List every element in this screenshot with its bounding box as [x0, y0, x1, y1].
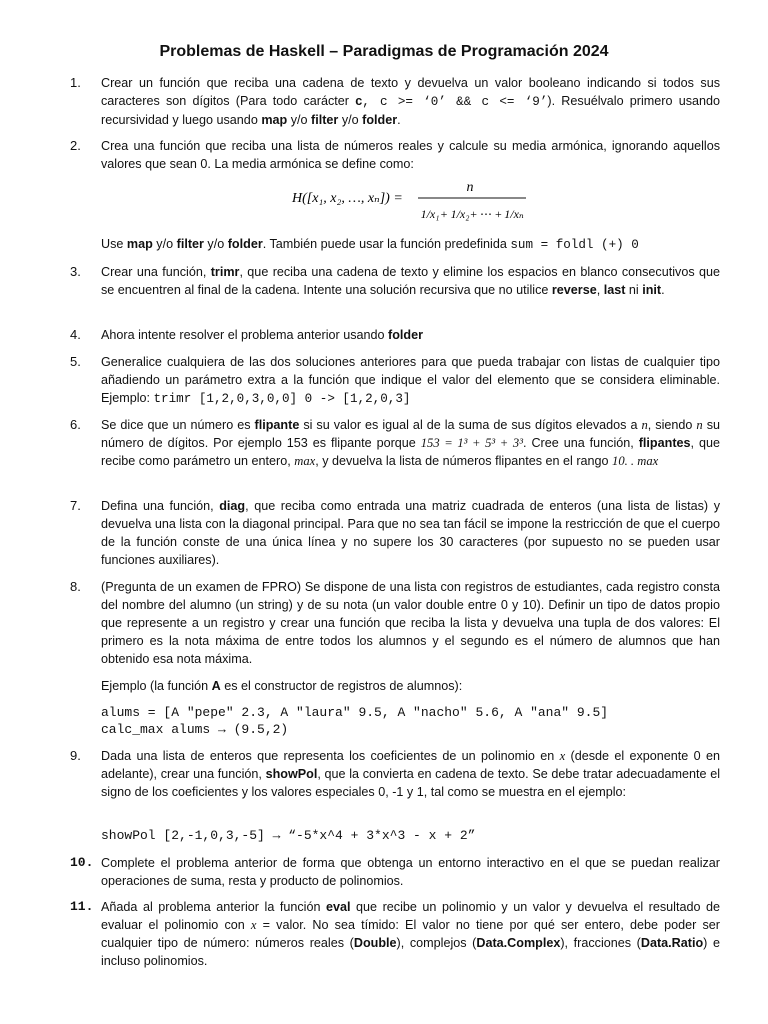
- harmonic-mean-formula: [290, 176, 540, 232]
- problem-number: 9.: [70, 748, 81, 763]
- problem-number: 7.: [70, 498, 81, 513]
- problem-text: Dada una lista de enteros que representa los coeficientes de un polinomio en x (desde el exponente 0 en adelante), crear una función, showPol, que la convierta en cadena de texto. Se debe tratar adecuadamente el signo de los coeficientes y los valores especiales 0, -1 y 1, tal como se muestra en el ejemplo:: [101, 749, 721, 799]
- problem-2-use-line: Use map y/o filter y/o folder. También puede usar la función predefinida sum = foldl (+) 0: [101, 237, 639, 252]
- denominator-operator: +: [440, 207, 448, 221]
- inline-code: , c >= ‘0’ && c <= ‘9’: [362, 95, 548, 109]
- problem-text: Se dice que un número es flipante si su valor es igual al de la suma de sus dígitos elevados a n, siendo n su número de dígitos. Por ejemplo 153 es flipante porque 153 = 1³ + 5³ + 3³. Cree una función, flipantes, que recibe como parámetro un entero, max, y devuelva la lista de números flipantes en el rango 10. . max: [101, 418, 721, 468]
- code-line: calc_max alums → (9.5,2): [101, 722, 289, 737]
- denominator-operator: + ⋯ +: [470, 207, 502, 221]
- problem-text: Crea una función que reciba una lista de números reales y calcule su media armónica, ignorando aquellos valores que sean 0. La media armónica se define como:: [101, 139, 720, 171]
- problem-number: 4.: [70, 327, 81, 342]
- math-equation: 153 = 1³ + 5³ + 3³: [420, 436, 523, 450]
- problem-number: 1.: [70, 75, 81, 90]
- page-title: Problemas de Haskell – Paradigmas de Programación 2024: [159, 43, 609, 60]
- inline-code: sum = foldl (+) 0: [510, 238, 639, 252]
- problem-number: 6.: [70, 417, 81, 432]
- problem-number: 8.: [70, 579, 81, 594]
- problem-number: 11.: [70, 899, 94, 914]
- inline-code: trimr [1,2,0,3,0,0] 0 -> [1,2,0,3]: [153, 392, 411, 406]
- denominator-term: 1/x₁: [420, 207, 440, 221]
- problem-number: 3.: [70, 264, 81, 279]
- problem-text: Generalice cualquiera de las dos soluciones anteriores para que pueda trabajar con listas de cualquier tipo añadiendo un parámetro extra a la función que indique el valor del elemento que se considera eliminable. Ejemplo: trimr [1,2,0,3,0,0] 0 -> [1,2,0,3]: [101, 355, 720, 406]
- code-line: alums = [A "pepe" 2.3, A "laura" 9.5, A "nacho" 5.6, A "ana" 9.5]: [101, 705, 609, 720]
- problem-text: Ahora intente resolver el problema anterior usando folder: [101, 328, 424, 342]
- problem-number: 10.: [70, 855, 94, 870]
- problem-text: Añada al problema anterior la función eval que recibe un polinomio y un valor y devuelva el resultado de evaluar el polinomio con x = valor. No sea tímido: El valor no tiene por qué ser entero, debe poder ser cualquier tipo de número: números reales (Double), complejos (Data.Complex), fracciones (Data.Ratio) e incluso polinomios.: [101, 900, 721, 968]
- problem-number: 2.: [70, 138, 81, 153]
- denominator-term: 1/x₂: [450, 207, 470, 221]
- problem-text: Crear una función, trimr, que reciba una cadena de texto y elimine los espacios en blanco consecutivos que se encuentren al final de la cadena. Intente una solución recursiva que no utilice reverse, last ni init.: [101, 265, 721, 297]
- formula-numerator: n: [466, 180, 474, 195]
- problem-text: Crear un función que reciba una cadena de texto y devuelva un valor booleano indicando si todos sus caracteres son dígitos (Para todo carácter c, c >= ‘0’ && c <= ‘9’). Resuélvalo primero usando recursividad y luego usando map y/o filter y/o folder.: [101, 76, 721, 127]
- formula-lhs: H([x₁, x₂, …, xₙ]) =: [292, 191, 403, 206]
- denominator-term: 1/xₙ: [504, 207, 524, 221]
- problem-text: Complete el problema anterior de forma que obtenga un entorno interactivo en el que se puedan realizar operaciones de suma, resta y producto de polinomios.: [101, 856, 720, 888]
- code-line: showPol [2,-1,0,3,-5] → “-5*x^4 + 3*x^3 - x + 2”: [101, 828, 476, 843]
- problem-text: (Pregunta de un examen de FPRO) Se dispone de una lista con registros de estudiantes, cada registro consta del nombre del alumno (un string) y de su nota (un valor double entre 0 y 10). Definir un tipo de datos propio que represente a un registro y crear una función que reciba la lista y devuelva una tupla de dos valores: El primero es la nota máxima de entre todos los alumnos y el segundo es el número de alumnos que han obtenido esa nota máxima.: [101, 580, 720, 666]
- problem-text: Defina una función, diag, que reciba como entrada una matriz cuadrada de enteros (una lista de listas) y devuelva una lista con la diagonal principal. Para que no sea tan fácil se impone la restricción de que el cuerpo de la función conste de una única línea y no supere los 30 caracteres (por supuesto no se pueden usar funciones auxiliares).: [101, 499, 720, 567]
- problem-number: 5.: [70, 354, 81, 369]
- problem-8-example-label: Ejemplo (la función A es el constructor de registros de alumnos):: [101, 679, 463, 693]
